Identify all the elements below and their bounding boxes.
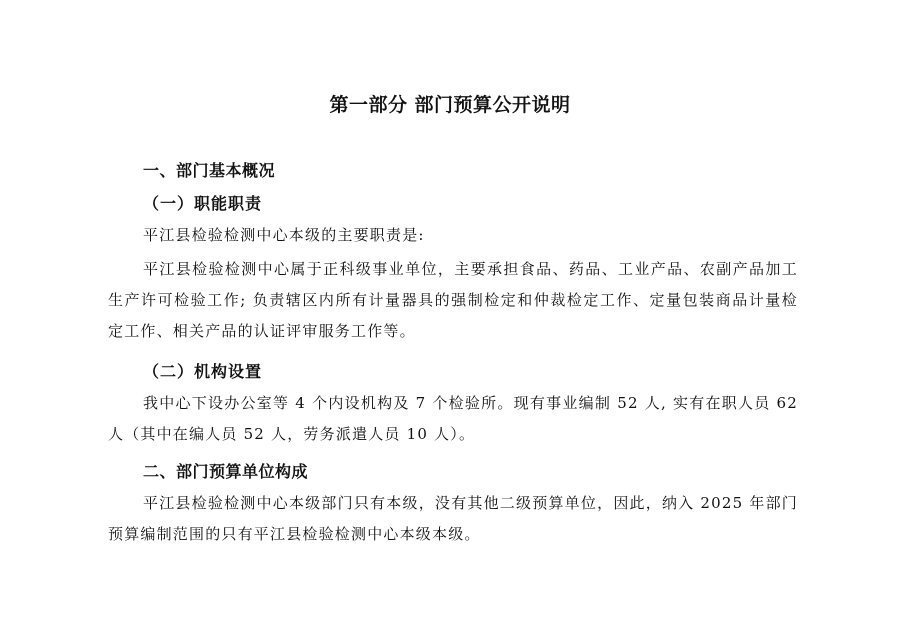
paragraph-duties-intro: 平江县检验检测中心本级的主要职责是:	[143, 226, 425, 244]
paragraph-duties-detail: 平江县检验检测中心属于正科级事业单位，主要承担食品、药品、工业产品、农副产品加工生产许可检验工作; 负责辖区内所有计量器具的强制检定和仲裁检定工作、定量包装商品计量检定工作、相关产品的认证评审服务工作等。	[108, 260, 798, 340]
subsection-heading-organization: （二）机构设置	[143, 362, 263, 381]
section-heading-budget-units: 二、部门预算单位构成	[143, 462, 309, 481]
paragraph-organization: 我中心下设办公室等 4 个内设机构及 7 个检验所。现有事业编制 52 人, 实有在职人员 62 人（其中在编人员 52 人，劳务派遣人员 10 人）。	[108, 394, 798, 443]
subsection-heading-duties: （一）职能职责	[143, 194, 263, 213]
section-heading-basic-overview: 一、部门基本概况	[143, 161, 276, 180]
paragraph-budget-units: 平江县检验检测中心本级部门只有本级，没有其他二级预算单位，因此，纳入 2025 年部门预算编制范围的只有平江县检验检测中心本级本级。	[108, 494, 798, 543]
page-title: 第一部分 部门预算公开说明	[329, 94, 571, 116]
